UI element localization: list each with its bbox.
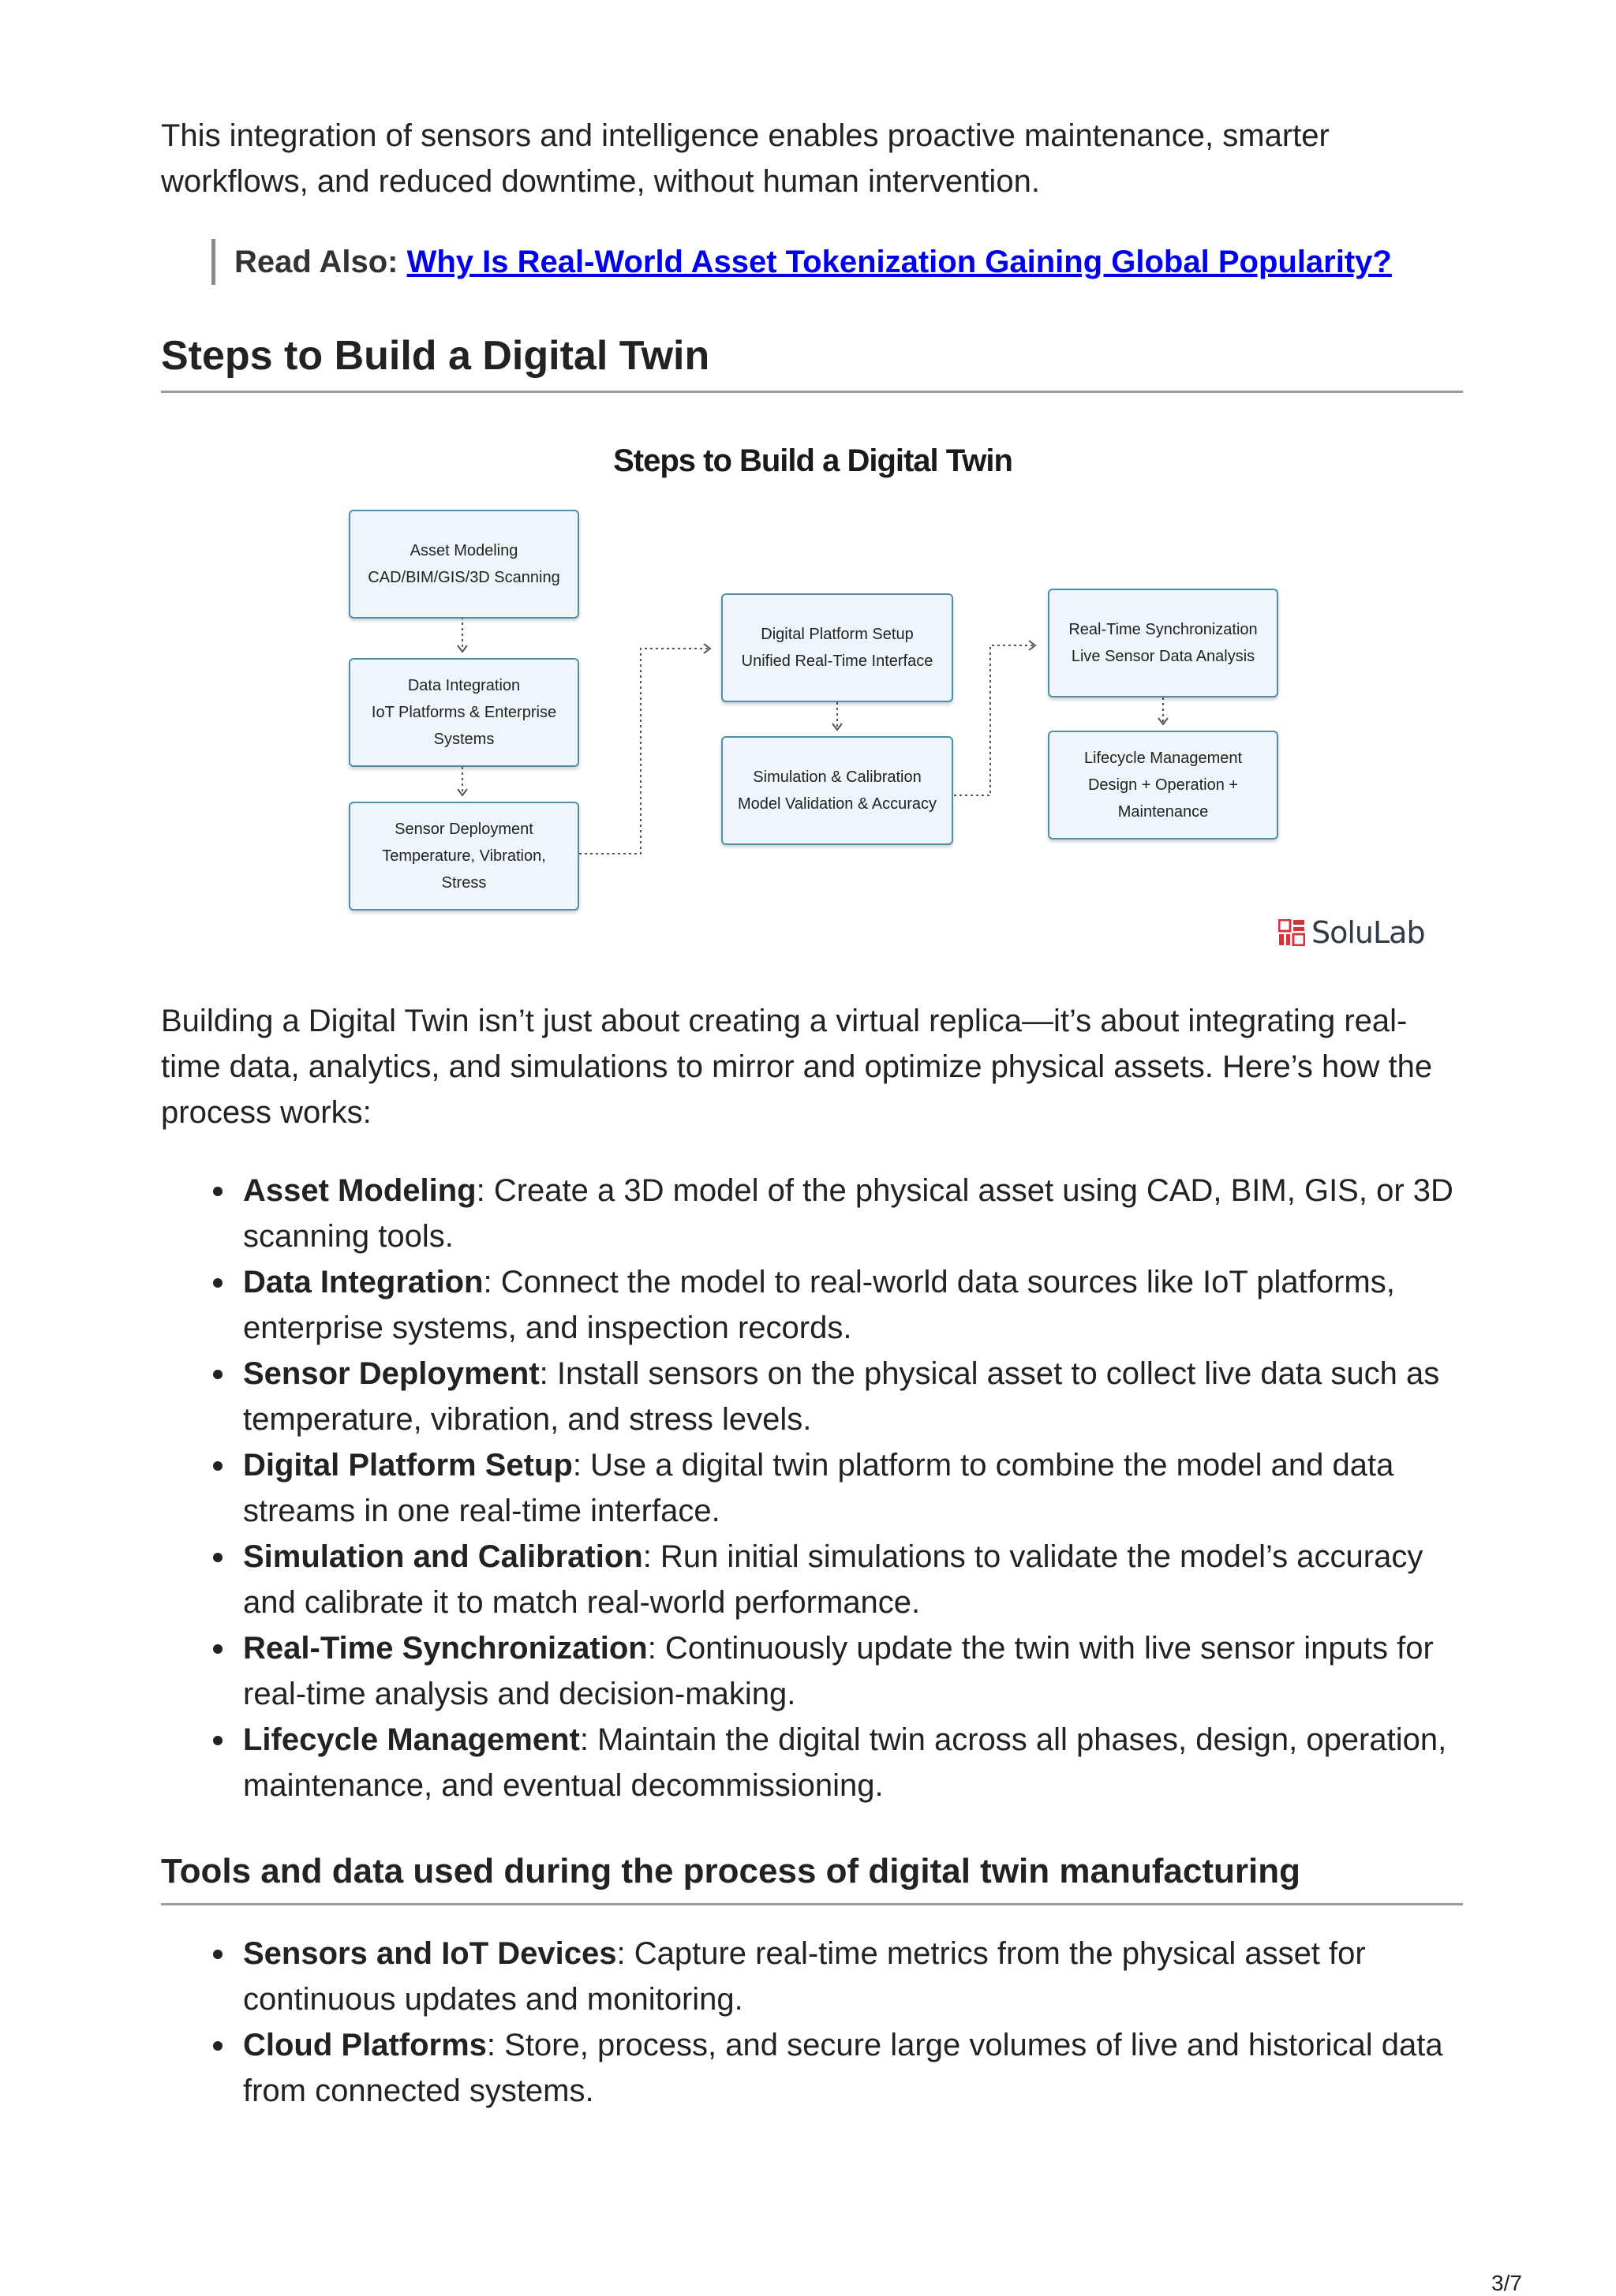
node-title: Data Integration <box>407 677 521 694</box>
solulab-logo <box>1278 915 1425 950</box>
list-item-desc: : Run initial simulations to validate the model’s accuracy and calibrate it to match real-world performance. <box>243 1539 1423 1620</box>
intro-paragraph: This integration of sensors and intelligence enables proactive maintenance, smarter workflows, and reduced downtime, without human intervention. <box>161 118 1330 199</box>
list-item <box>161 2022 1463 2114</box>
node-data-integration <box>349 658 579 767</box>
list-item-desc: : Connect the model to real-world data sources like IoT platforms, enterprise systems, and inspection records. <box>243 1265 1395 1345</box>
list-item-term: Real-Time Synchronization <box>243 1631 648 1666</box>
node-subtitle: Model Validation & Accuracy <box>738 795 937 813</box>
node-simulation-calibration <box>721 736 953 845</box>
node-lifecycle-management <box>1048 731 1278 839</box>
connector-sensor-to-platform <box>579 649 710 854</box>
node-title: Asset Modeling <box>410 542 518 559</box>
diagram-title: Steps to Build a Digital Twin <box>613 443 1012 478</box>
list-item <box>161 1442 1463 1534</box>
list-item-term: Data Integration <box>243 1265 484 1299</box>
brand-name: SoluLab <box>1311 915 1425 950</box>
list-item-desc: : Create a 3D model of the physical asset using CAD, BIM, GIS, or 3D scanning tools. <box>243 1173 1453 1254</box>
list-item-term: Cloud Platforms <box>243 2028 487 2062</box>
list-item <box>161 1625 1463 1717</box>
steps-intro-paragraph: Building a Digital Twin isn’t just about creating a virtual replica—it’s about integrating real-time data, analytics, and simulations to mirror and optimize physical assets. Here’s how the process works: <box>161 1004 1433 1130</box>
node-title: Simulation & Calibration <box>753 768 922 786</box>
node-title: Lifecycle Management <box>1083 750 1243 767</box>
list-item-desc: : Store, process, and secure large volumes of live and historical data from connected systems. <box>243 2028 1443 2108</box>
list-item <box>161 1351 1463 1442</box>
node-subtitle: Live Sensor Data Analysis <box>1071 648 1255 665</box>
list-item-term: Sensors and IoT Devices <box>243 1936 617 1971</box>
list-item-desc: : Capture real-time metrics from the physical asset for continuous updates and monitoring. <box>243 1936 1366 2017</box>
list-item <box>161 1931 1463 2022</box>
node-realtime-sync <box>1048 589 1278 697</box>
section-heading-steps: Steps to Build a Digital Twin <box>161 327 1463 393</box>
page-number: 3/7 <box>1491 2271 1522 2295</box>
node-subtitle: Design + Operation + <box>1087 776 1239 794</box>
node-subtitle: CAD/BIM/GIS/3D Scanning <box>368 569 560 586</box>
section-heading-tools: Tools and data used during the process of digital twin manufacturing <box>161 1846 1463 1905</box>
node-digital-platform-setup <box>721 593 953 702</box>
node-subtitle: Temperature, Vibration, <box>382 847 546 865</box>
node-subtitle: Systems <box>433 731 495 748</box>
tools-list <box>161 1931 1463 2114</box>
node-subtitle: Maintenance <box>1117 803 1209 821</box>
list-item-desc: : Maintain the digital twin across all phases, design, operation, maintenance, and eventual decommissioning. <box>243 1722 1447 1803</box>
list-item-term: Lifecycle Management <box>243 1722 580 1757</box>
node-sensor-deployment <box>349 802 579 911</box>
list-item-desc: : Install sensors on the physical asset to collect live data such as temperature, vibration, and stress levels. <box>243 1356 1440 1437</box>
list-item-term: Asset Modeling <box>243 1173 477 1208</box>
list-item <box>161 1168 1463 1259</box>
steps-list <box>161 1168 1463 1808</box>
node-title: Digital Platform Setup <box>761 626 914 643</box>
node-title: Sensor Deployment <box>395 821 533 838</box>
node-subtitle: Unified Real-Time Interface <box>741 653 933 670</box>
solulab-logo-icon <box>1278 919 1305 946</box>
list-item <box>161 1259 1463 1351</box>
connector-simulation-to-realtime <box>954 645 1035 795</box>
read-also-label: Read Also: <box>234 245 398 279</box>
list-item-desc: : Continuously update the twin with live sensor inputs for real-time analysis and decision-making. <box>243 1631 1434 1711</box>
list-item-term: Sensor Deployment <box>243 1356 540 1391</box>
node-title: Real-Time Synchronization <box>1068 621 1258 638</box>
read-also-link[interactable]: Why Is Real-World Asset Tokenization Gaining Global Popularity? <box>406 245 1392 279</box>
node-subtitle: IoT Platforms & Enterprise <box>371 704 557 721</box>
list-item <box>161 1717 1463 1808</box>
node-subtitle: Stress <box>441 874 487 892</box>
list-item-term: Digital Platform Setup <box>243 1448 573 1483</box>
list-item <box>161 1534 1463 1625</box>
list-item-desc: : Use a digital twin platform to combine the model and data streams in one real-time interface. <box>243 1448 1394 1528</box>
node-asset-modeling <box>349 510 579 619</box>
list-item-term: Simulation and Calibration <box>243 1539 643 1574</box>
